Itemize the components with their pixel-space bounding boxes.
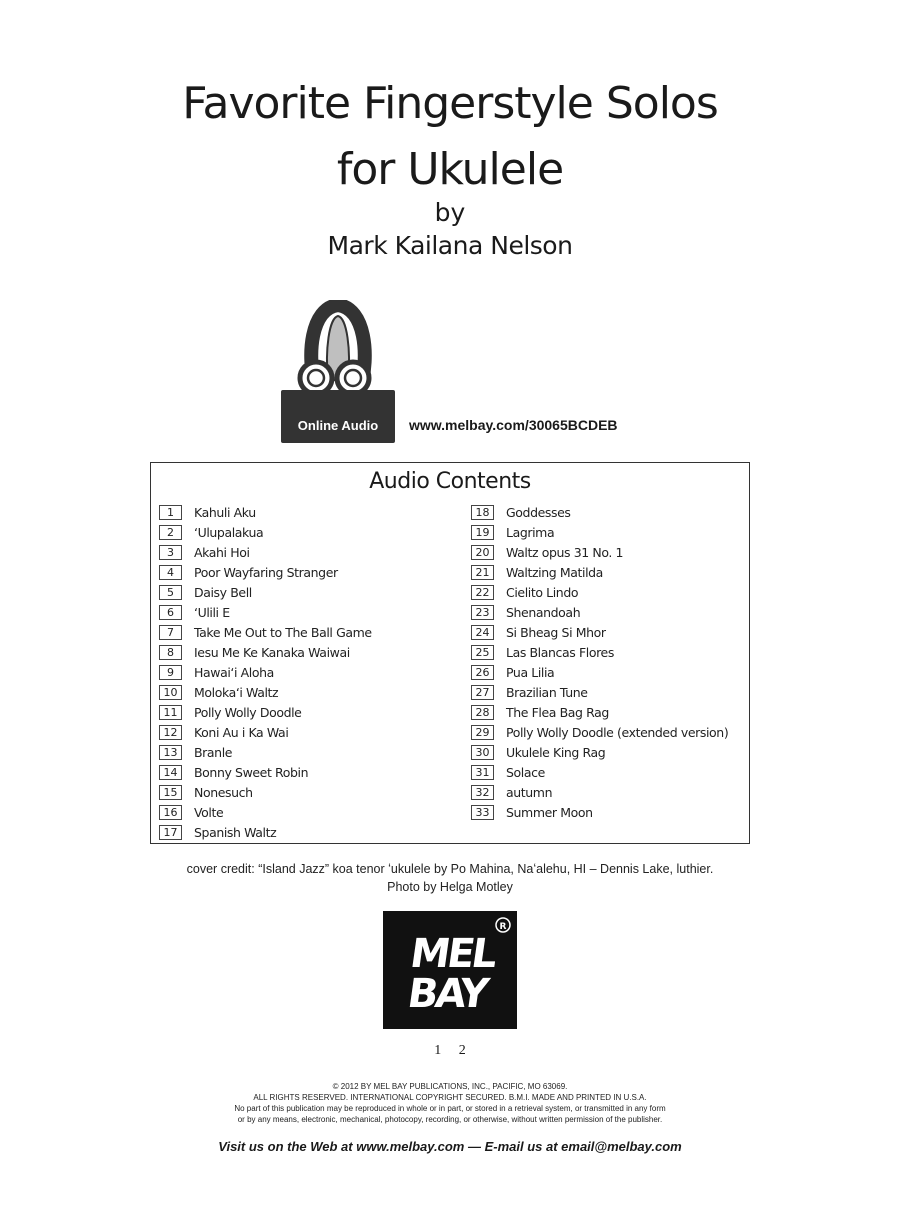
- track-number: 2: [159, 525, 182, 540]
- track-number: 25: [471, 645, 494, 660]
- logo-registered-mark: R: [499, 922, 507, 932]
- author-name: Mark Kailana Nelson: [327, 231, 573, 260]
- track-number: 20: [471, 545, 494, 560]
- track-item: [159, 782, 372, 802]
- track-number: 19: [471, 525, 494, 540]
- track-number: 23: [471, 605, 494, 620]
- track-item: [159, 602, 372, 622]
- track-title: Akahi Hoi: [194, 544, 250, 560]
- track-title: Polly Wolly Doodle (extended version): [506, 724, 729, 740]
- track-number: 24: [471, 625, 494, 640]
- track-item: [159, 522, 372, 542]
- track-item: [159, 542, 372, 562]
- photo-credit: Photo by Helga Motley: [387, 880, 513, 894]
- track-number: 7: [159, 625, 182, 640]
- track-item: [471, 662, 728, 682]
- track-number: 28: [471, 705, 494, 720]
- track-number: 17: [159, 825, 182, 840]
- track-title: Poor Wayfaring Stranger: [194, 564, 338, 580]
- track-item: [471, 602, 728, 622]
- track-title: Bonny Sweet Robin: [194, 764, 309, 780]
- web-contact-line: Visit us on the Web at www.melbay.com — E-mail us at email@melbay.com: [218, 1139, 682, 1154]
- track-number: 5: [159, 585, 182, 600]
- track-number: 15: [159, 785, 182, 800]
- track-title: The Flea Bag Rag: [506, 704, 609, 720]
- cover-credit: cover credit: “Island Jazz” koa tenor ʻukulele by Po Mahina, Naʻalehu, HI – Dennis Lake, luthier.: [186, 862, 714, 876]
- book-title-line1: Favorite Fingerstyle Solos: [182, 78, 718, 129]
- track-item: [471, 562, 728, 582]
- track-title: Nonesuch: [194, 784, 253, 800]
- online-audio-badge: [281, 390, 395, 443]
- track-title: autumn: [506, 784, 553, 800]
- track-item: [471, 502, 728, 522]
- track-title: Goddesses: [506, 504, 571, 520]
- track-title: Waltzing Matilda: [506, 564, 603, 580]
- track-number: 32: [471, 785, 494, 800]
- track-number: 8: [159, 645, 182, 660]
- track-item: [159, 802, 372, 822]
- track-list-left: [159, 502, 372, 842]
- track-title: Brazilian Tune: [506, 684, 588, 700]
- track-title: Si Bheag Si Mhor: [506, 624, 606, 640]
- copyright-line2: ALL RIGHTS RESERVED. INTERNATIONAL COPYRIGHT SECURED. B.M.I. MADE AND PRINTED IN U.S.A.: [253, 1093, 647, 1102]
- online-audio-label: Online Audio: [297, 418, 379, 433]
- track-title: Hawaiʻi Aloha: [194, 664, 274, 680]
- track-number: 3: [159, 545, 182, 560]
- track-number: 33: [471, 805, 494, 820]
- mel-bay-logo: [383, 911, 517, 1029]
- track-number: 9: [159, 665, 182, 680]
- track-title: Shenandoah: [506, 604, 581, 620]
- track-number: 1: [159, 505, 182, 520]
- track-title: Ukulele King Rag: [506, 744, 606, 760]
- logo-text-mel: MEL: [407, 931, 498, 977]
- track-title: ʻUlili E: [194, 604, 230, 620]
- track-title: Kahuli Aku: [194, 504, 256, 520]
- track-item: [471, 762, 728, 782]
- audio-contents-box: [150, 462, 750, 844]
- track-title: ʻUlupalakua: [194, 524, 264, 540]
- track-item: [471, 542, 728, 562]
- page-numbers: 1 2: [434, 1043, 466, 1058]
- track-title: Iesu Me Ke Kanaka Waiwai: [194, 644, 350, 660]
- track-title: Spanish Waltz: [194, 824, 277, 840]
- track-number: 22: [471, 585, 494, 600]
- track-item: [471, 782, 728, 802]
- track-title: Koni Au i Ka Wai: [194, 724, 289, 740]
- track-item: [471, 802, 728, 822]
- track-number: 29: [471, 725, 494, 740]
- track-number: 16: [159, 805, 182, 820]
- track-title: Lagrima: [506, 524, 555, 540]
- track-item: [471, 582, 728, 602]
- track-item: [159, 722, 372, 742]
- track-number: 31: [471, 765, 494, 780]
- track-item: [159, 622, 372, 642]
- track-number: 11: [159, 705, 182, 720]
- track-number: 18: [471, 505, 494, 520]
- track-title: Waltz opus 31 No. 1: [506, 544, 624, 560]
- track-title: Pua Lilia: [506, 664, 555, 680]
- audio-contents-title: Audio Contents: [369, 469, 531, 494]
- track-number: 30: [471, 745, 494, 760]
- track-item: [471, 622, 728, 642]
- track-title: Summer Moon: [506, 804, 593, 820]
- copyright-line4: or by any means, electronic, mechanical, photocopy, recording, or otherwise, without written permission of the publisher.: [237, 1115, 663, 1124]
- track-title: Cielito Lindo: [506, 584, 579, 600]
- copyright-line1: © 2012 BY MEL BAY PUBLICATIONS, INC., PACIFIC, MO 63069.: [332, 1082, 568, 1091]
- track-title: Volte: [194, 804, 224, 820]
- audio-url-link[interactable]: www.melbay.com/30065BCDEB: [409, 417, 618, 433]
- track-title: Molokaʻi Waltz: [194, 684, 279, 700]
- track-number: 10: [159, 685, 182, 700]
- track-number: 21: [471, 565, 494, 580]
- track-list-right: [471, 502, 728, 822]
- track-item: [159, 822, 372, 842]
- track-item: [471, 522, 728, 542]
- track-title: Polly Wolly Doodle: [194, 704, 302, 720]
- track-item: [159, 662, 372, 682]
- track-title: Branle: [194, 744, 233, 760]
- track-item: [159, 682, 372, 702]
- track-item: [159, 582, 372, 602]
- track-number: 14: [159, 765, 182, 780]
- track-item: [471, 702, 728, 722]
- track-title: Las Blancas Flores: [506, 644, 614, 660]
- track-number: 4: [159, 565, 182, 580]
- track-title: Take Me Out to The Ball Game: [194, 624, 372, 640]
- copyright-line3: No part of this publication may be reproduced in whole or in part, or stored in a retrieval system, or transmitted in any form: [234, 1104, 666, 1113]
- track-item: [159, 642, 372, 662]
- track-item: [159, 562, 372, 582]
- track-item: [159, 502, 372, 522]
- by-label: by: [434, 198, 466, 227]
- logo-text-bay: BAY: [404, 971, 489, 1017]
- track-number: 26: [471, 665, 494, 680]
- track-item: [471, 742, 728, 762]
- track-item: [159, 742, 372, 762]
- track-title: Solace: [506, 764, 545, 780]
- track-number: 13: [159, 745, 182, 760]
- track-item: [471, 642, 728, 662]
- track-item: [471, 682, 728, 702]
- track-number: 27: [471, 685, 494, 700]
- book-title-line2: for Ukulele: [336, 144, 564, 195]
- track-item: [159, 762, 372, 782]
- track-item: [159, 702, 372, 722]
- track-number: 12: [159, 725, 182, 740]
- track-number: 6: [159, 605, 182, 620]
- track-title: Daisy Bell: [194, 584, 252, 600]
- track-item: [471, 722, 728, 742]
